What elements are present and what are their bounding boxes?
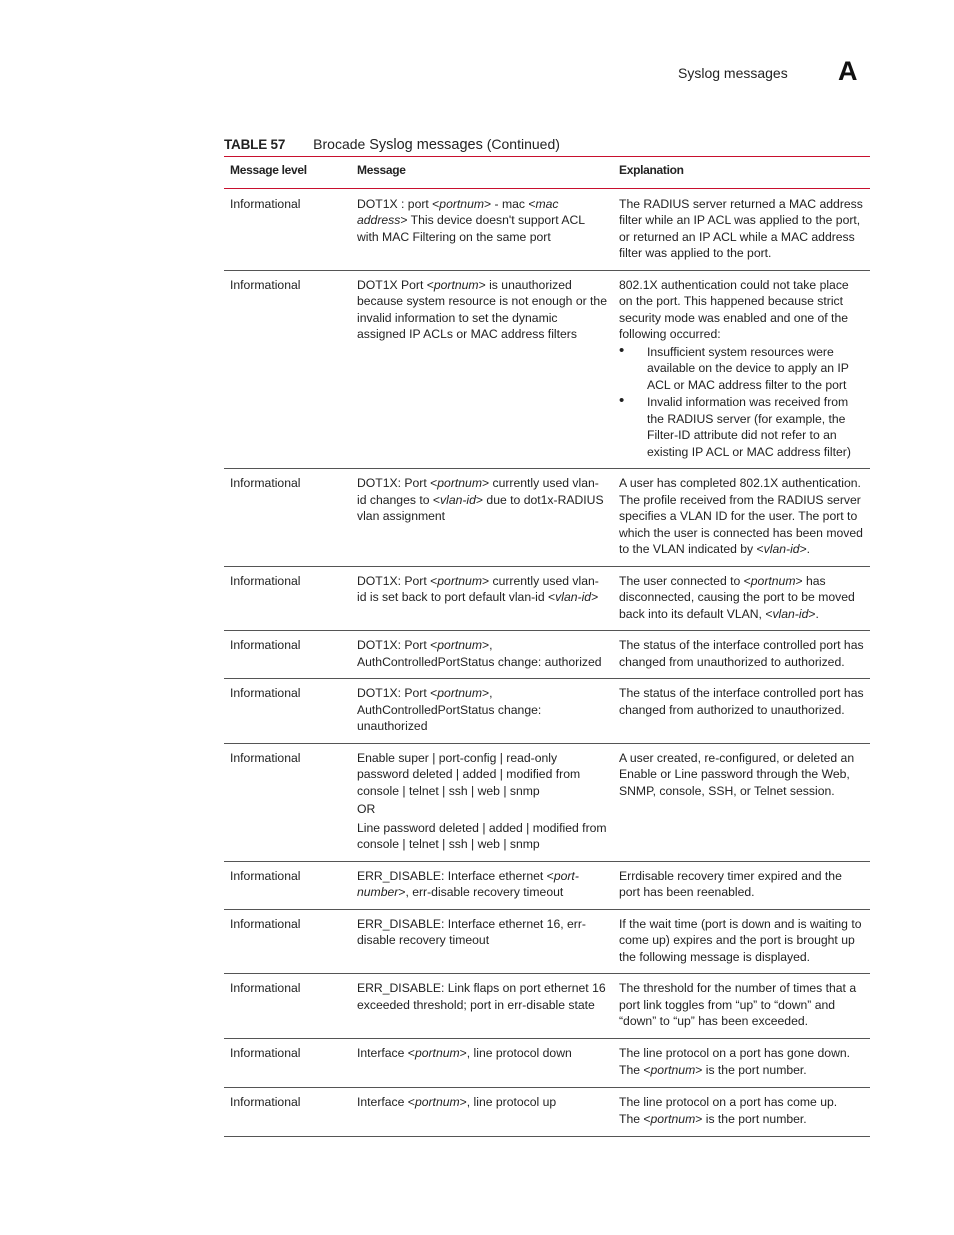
text-run: > currently used vlan-id is set back to port default vlan-id <: [357, 573, 599, 604]
cell-message: [351, 1087, 613, 1136]
cell-message: [351, 566, 613, 631]
message-line: OR: [357, 802, 376, 816]
cell-message-level: Informational: [224, 188, 351, 270]
text-run: The <: [619, 1112, 651, 1126]
text-run: > is unauthorized because system resource is not enough or the invalid information to set the dynamic assigned IP ACLs or MAC address filters: [357, 277, 607, 341]
text-run: A user has completed 802.1X authentication. The profile received from the RADIUS server specifies a VLAN ID for the user. The port to which the user is connected has been moved to the VLAN indicated by <: [619, 476, 863, 556]
text-run: If the wait time (port is down and is waiting to come up) expires and the port is brought up the following message is displayed.: [619, 916, 862, 964]
text-run: DOT1X: Port <: [357, 686, 438, 700]
cell-message-level: Informational: [224, 566, 351, 631]
text-run: The status of the interface controlled port has changed from authorized to unauthorized.: [619, 686, 864, 717]
column-header-message: Message: [351, 157, 613, 188]
cell-explanation: [613, 469, 870, 567]
explanation-paragraph: [619, 637, 864, 670]
placeholder-text: portnum: [437, 686, 482, 700]
text-run: The threshold for the number of times that a port link toggles from “up” to “down” and “down” to “up” has been exceeded.: [619, 981, 857, 1028]
text-run: > has disconnected, causing the port to be moved back into its default VLAN, <: [619, 573, 855, 621]
text-run: The user connected to <: [619, 573, 751, 588]
cell-message: [351, 974, 613, 1039]
table-row: [224, 909, 870, 974]
table-row: [224, 743, 870, 861]
text-run: ERR_DISABLE: Interface ethernet <: [357, 868, 554, 883]
text-run: A user created, re-configured, or deleted an Enable or Line password through the Web, SNMP, console, SSH, or Telnet session.: [619, 750, 855, 798]
cell-explanation: [613, 743, 870, 861]
text-run: > currently used vlan-id changes to <: [357, 476, 599, 507]
placeholder-text: portnum: [650, 1063, 696, 1077]
cell-message: [351, 188, 613, 270]
cell-message-level: Informational: [224, 270, 351, 469]
table-row: [224, 270, 870, 469]
cell-explanation: [613, 679, 870, 744]
text-run: DOT1X Port <: [357, 277, 434, 292]
cell-explanation: [613, 909, 870, 974]
cell-explanation: [613, 974, 870, 1039]
text-run: > is the port number.: [695, 1112, 807, 1126]
placeholder-text: portnum: [433, 277, 479, 292]
text-run: >, AuthControlledPortStatus change: unauthorized: [357, 686, 542, 733]
placeholder-text: vlan-id: [763, 542, 800, 556]
explanation-paragraph: [619, 196, 864, 262]
table-row: [224, 188, 870, 270]
text-run: The <: [619, 1063, 651, 1077]
table-caption: [224, 136, 560, 153]
table-row: [224, 631, 870, 679]
table-header-row: [224, 157, 870, 188]
explanation-paragraph: [619, 685, 864, 718]
text-run: 802.1X authentication could not take place on the port. This happened because strict security mode was enabled and one of the following occurred:: [619, 277, 849, 341]
explanation-paragraph: [619, 980, 864, 1030]
cell-explanation: [613, 1087, 870, 1136]
text-run: Errdisable recovery timer expired and the port has been reenabled.: [619, 868, 842, 899]
explanation-paragraph: [619, 475, 864, 558]
text-run: DOT1X: Port <: [357, 573, 438, 588]
text-run: The status of the interface controlled port has changed from unauthorized to authorized.: [619, 638, 864, 669]
table-row: [224, 1038, 870, 1087]
placeholder-text: portnum: [414, 1045, 460, 1060]
placeholder-text: portnum: [750, 573, 796, 588]
message-line: Line password deleted | added | modified from console | telnet | ssh | web | snmp: [357, 820, 607, 851]
column-header-message-level: Message level: [224, 157, 351, 188]
text-run: >.: [808, 606, 819, 621]
text-run: >, AuthControlledPortStatus change: authorized: [357, 638, 602, 669]
placeholder-text: portnum: [439, 196, 485, 211]
cell-message: [351, 909, 613, 974]
table-row: [224, 679, 870, 744]
placeholder-text: portnum: [437, 638, 482, 652]
placeholder-text: vlan-id: [772, 606, 809, 621]
text-run: DOT1X: Port <: [357, 476, 438, 490]
placeholder-text: port-number: [357, 868, 579, 899]
placeholder-text: mac address: [357, 196, 559, 227]
cell-explanation: [613, 566, 870, 631]
text-run: >, line protocol down: [459, 1045, 572, 1060]
cell-message-level: Informational: [224, 909, 351, 974]
cell-message: [351, 270, 613, 469]
text-run: The RADIUS server returned a MAC address filter while an IP ACL was applied to the port, or returned an IP ACL while a MAC address filter was applied to the port.: [619, 196, 863, 260]
cell-message-level: Informational: [224, 631, 351, 679]
text-run: The line protocol on a port has gone down.: [619, 1045, 851, 1060]
text-run: > This device doesn't support ACL with MAC Filtering on the same port: [357, 213, 585, 244]
cell-message: [351, 743, 613, 861]
text-run: DOT1X: Port <: [357, 638, 438, 652]
explanation-paragraph: [619, 1062, 864, 1079]
appendix-letter: A: [838, 56, 858, 86]
placeholder-text: vlan-id: [555, 590, 592, 604]
cell-message-level: Informational: [224, 1087, 351, 1136]
placeholder-text: portnum: [650, 1112, 696, 1126]
explanation-paragraph: [619, 1111, 864, 1128]
explanation-paragraph: [619, 1045, 864, 1062]
cell-message: [351, 1038, 613, 1087]
explanation-paragraph: [619, 868, 864, 901]
text-run: Interface <: [357, 1045, 415, 1060]
cell-message-level: Informational: [224, 743, 351, 861]
text-run: >, err-disable recovery timeout: [398, 885, 564, 899]
text-run: ERR_DISABLE: Interface ethernet 16, err-disable recovery timeout: [357, 916, 586, 947]
bullet-item: • Insufficient system resources were available on the device to apply an IP ACL or MAC address filter to the port: [619, 344, 864, 394]
caption-suffix: (Continued): [482, 136, 560, 152]
text-run: ERR_DISABLE: Link flaps on port ethernet 16 exceeded threshold; port in err-disable state: [357, 981, 606, 1012]
text-run: DOT1X : port <: [357, 196, 440, 211]
table-row: [224, 974, 870, 1039]
text-run: >, line protocol up: [459, 1094, 557, 1109]
text-run: Interface <: [357, 1094, 415, 1109]
placeholder-text: vlan-id: [440, 492, 476, 507]
table-row: [224, 469, 870, 567]
cell-message: [351, 679, 613, 744]
explanation-paragraph: [619, 1094, 864, 1111]
caption-title: Syslog messages: [369, 137, 483, 153]
explanation-paragraph: [619, 750, 864, 800]
cell-explanation: [613, 270, 870, 469]
running-header-section: Syslog messages: [678, 65, 788, 81]
cell-explanation: [613, 631, 870, 679]
cell-message-level: Informational: [224, 1038, 351, 1087]
cell-explanation: [613, 188, 870, 270]
cell-message-level: Informational: [224, 469, 351, 567]
cell-message: [351, 469, 613, 567]
cell-explanation: [613, 861, 870, 909]
bullet-list: [619, 344, 864, 461]
text-run: > - mac <: [484, 196, 536, 211]
table-row: [224, 1087, 870, 1136]
placeholder-text: portnum: [437, 476, 482, 490]
cell-message: [351, 631, 613, 679]
column-header-explanation: Explanation: [613, 157, 870, 188]
placeholder-text: portnum: [414, 1094, 460, 1109]
table-number: TABLE 57: [224, 137, 286, 152]
bullet-item: • Invalid information was received from the RADIUS server (for example, the Filter-ID attribute did not refer to an existing IP ACL or MAC address filter): [619, 394, 864, 460]
explanation-paragraph: [619, 916, 864, 966]
cell-message-level: Informational: [224, 679, 351, 744]
syslog-messages-table: [224, 157, 870, 1137]
table-row: [224, 566, 870, 631]
cell-message: [351, 861, 613, 909]
cell-message-level: Informational: [224, 861, 351, 909]
text-run: >: [591, 590, 599, 604]
text-run: > due to dot1x-RADIUS vlan assignment: [357, 492, 604, 523]
caption-prefix: Brocade: [313, 136, 370, 152]
cell-message-level: Informational: [224, 974, 351, 1039]
message-line: Enable super | port-config | read-only password deleted | added | modified from console | telnet | ssh | web | snmp: [357, 750, 581, 798]
cell-explanation: [613, 1038, 870, 1087]
placeholder-text: portnum: [437, 573, 482, 588]
table-row: [224, 861, 870, 909]
explanation-paragraph: [619, 277, 864, 343]
text-run: >.: [799, 542, 811, 556]
text-run: > is the port number.: [695, 1063, 807, 1077]
text-run: The line protocol on a port has come up.: [619, 1094, 838, 1109]
explanation-paragraph: [619, 573, 864, 623]
